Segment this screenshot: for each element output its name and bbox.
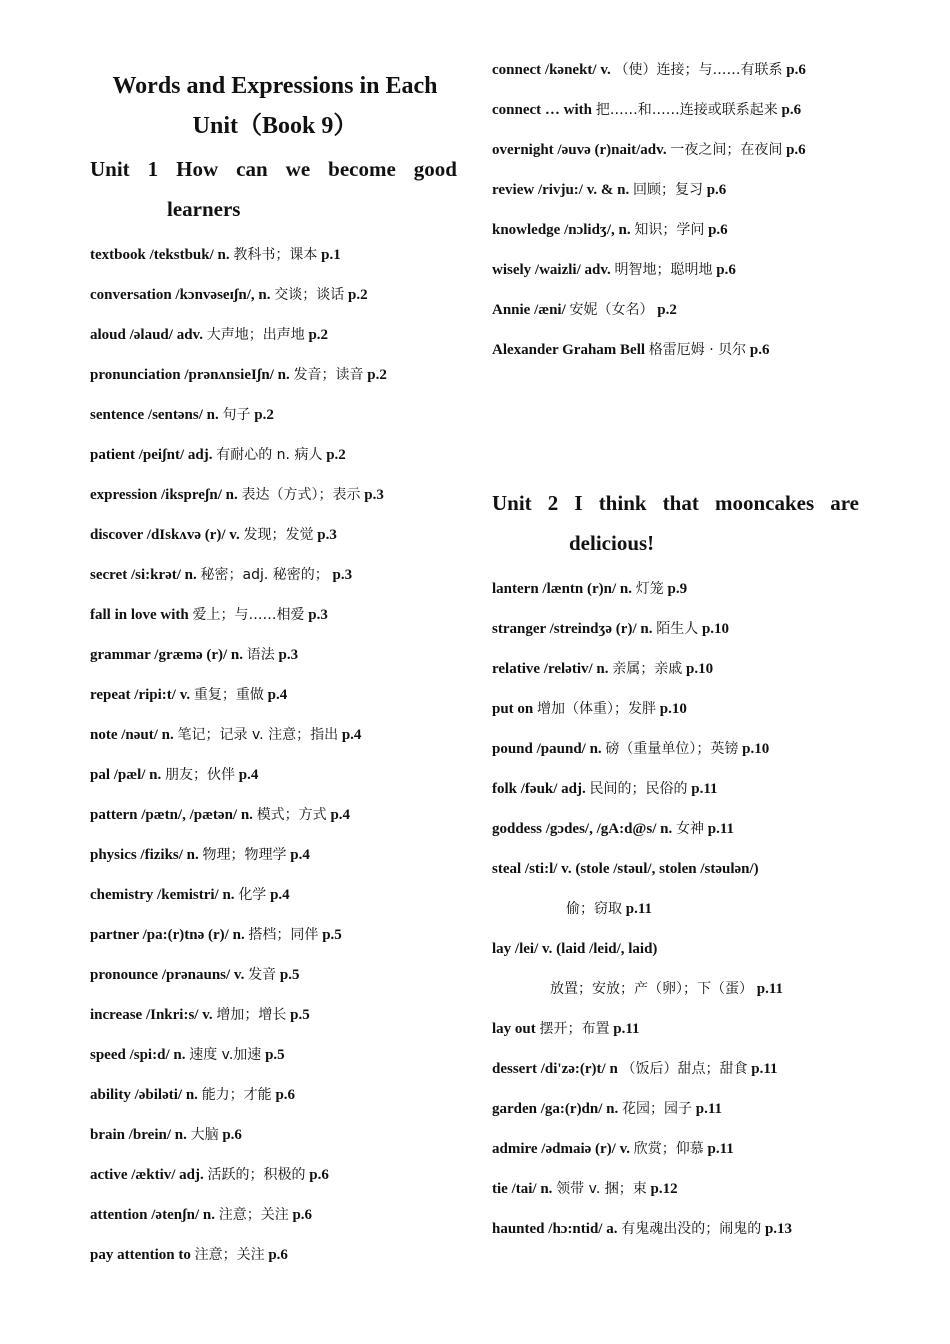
vocab-word: pattern /pætn/, /pætən/ n. xyxy=(90,807,253,823)
vocab-meaning: 模式；方式 xyxy=(256,807,327,823)
vocab-entry xyxy=(492,859,759,879)
vocab-entry xyxy=(90,1085,295,1105)
vocab-entry xyxy=(492,1019,640,1039)
vocab-entry xyxy=(90,965,299,985)
vocab-meaning: 速度 v.加速 xyxy=(189,1047,262,1063)
unit-2-heading-line-2: delicious! xyxy=(569,531,655,555)
vocab-page: p.4 xyxy=(270,887,290,903)
vocab-meaning: 爱上；与……相爱 xyxy=(192,607,305,623)
vocab-meaning: 表达（方式）；表示 xyxy=(241,487,361,503)
vocab-meaning: 句子 xyxy=(222,407,251,423)
vocab-page: p.2 xyxy=(657,302,677,318)
vocab-page: p.6 xyxy=(786,142,806,158)
vocab-meaning: 搭档；同伴 xyxy=(248,927,319,943)
vocab-word: lay out xyxy=(492,1021,536,1037)
vocab-word: textbook /tekstbuk/ n. xyxy=(90,247,230,263)
vocab-word: lantern /læntn (r)n/ n. xyxy=(492,581,633,597)
vocab-meaning: 增加（体重）；发胖 xyxy=(537,701,657,717)
vocab-meaning: 重复；重做 xyxy=(193,687,264,703)
vocab-entry xyxy=(90,1045,285,1065)
vocab-word: pronounce /prənauns/ v. xyxy=(90,967,245,983)
vocab-entry xyxy=(492,739,769,759)
vocab-word: garden /ga:(r)dn/ n. xyxy=(492,1101,619,1117)
vocab-meaning: 明智地；聪明地 xyxy=(614,262,713,278)
vocab-entry xyxy=(90,1165,329,1185)
vocab-meaning: 发音；读音 xyxy=(293,367,364,383)
vocab-page: p.11 xyxy=(691,781,718,797)
vocab-entry xyxy=(90,725,361,745)
vocab-meaning: 化学 xyxy=(238,887,267,903)
vocab-word: goddess /gɔdes/, /gA:d@s/ n. xyxy=(492,821,673,837)
vocab-entry xyxy=(90,565,352,585)
vocab-word: pay attention to xyxy=(90,1247,191,1263)
vocab-page: p.3 xyxy=(332,567,353,583)
vocab-word: discover /dIskʌvə (r)/ v. xyxy=(90,527,240,543)
vocab-word: ability /əbiləti/ n. xyxy=(90,1087,198,1103)
vocab-page: p.5 xyxy=(290,1007,310,1023)
vocab-page: p.10 xyxy=(742,741,770,757)
vocab-meaning: 民间的；民俗的 xyxy=(589,781,688,797)
vocab-entry xyxy=(566,899,652,919)
vocab-word: grammar /græmə (r)/ n. xyxy=(90,647,244,663)
vocab-page: p.5 xyxy=(322,927,342,943)
vocab-page: p.2 xyxy=(254,407,274,423)
vocab-entry xyxy=(90,645,298,665)
vocab-meaning: 把……和……连接或联系起来 xyxy=(595,102,778,118)
vocab-word: chemistry /kemistri/ n. xyxy=(90,887,235,903)
vocab-word: relative /relətiv/ n. xyxy=(492,661,609,677)
vocab-word: increase /Inkri:s/ v. xyxy=(90,1007,213,1023)
vocab-word: lay /lei/ v. (laid /leid/, laid) xyxy=(492,941,658,957)
vocab-entry xyxy=(492,180,726,200)
vocab-word: Alexander Graham Bell xyxy=(492,342,646,358)
vocab-word: pal /pæl/ n. xyxy=(90,767,162,783)
vocab-meaning: 发现；发觉 xyxy=(243,527,314,543)
vocab-entry xyxy=(492,340,770,360)
vocab-meaning: 安妮（女名） xyxy=(569,302,654,318)
vocab-word: repeat /ripi:t/ v. xyxy=(90,687,191,703)
vocab-entry xyxy=(492,579,687,599)
vocab-word: conversation /kɔnvəseɪʃn/, n. xyxy=(90,287,271,303)
vocab-word: speed /spi:d/ n. xyxy=(90,1047,186,1063)
vocab-meaning: 亲属；亲戚 xyxy=(612,661,683,677)
vocab-meaning: 偷；窃取 xyxy=(566,901,622,917)
vocab-entry xyxy=(90,525,337,545)
vocab-entry xyxy=(90,405,274,425)
vocab-entry xyxy=(492,260,736,280)
vocab-word: knowledge /nɔlidʒ/, n. xyxy=(492,222,631,238)
vocab-meaning: 秘密；adj. 秘密的； xyxy=(200,567,329,583)
vocab-word: pronunciation /prənʌnsieIʃn/ n. xyxy=(90,367,290,383)
vocab-word: wisely /waizli/ adv. xyxy=(492,262,611,278)
vocab-word: physics /fiziks/ n. xyxy=(90,847,199,863)
vocab-page: p.2 xyxy=(367,367,387,383)
vocab-page: p.3 xyxy=(317,527,337,543)
vocab-page: p.6 xyxy=(222,1127,242,1143)
vocab-word: review /rivju:/ v. & n. xyxy=(492,182,630,198)
vocab-entry xyxy=(492,699,687,719)
unit-2-heading-line-1: Unit 2 I think that mooncakes are xyxy=(492,491,859,515)
vocab-entry xyxy=(492,300,677,320)
vocab-meaning: 灯笼 xyxy=(635,581,664,597)
vocab-meaning: 放置；安放；产（卵）；下（蛋） xyxy=(550,981,753,997)
vocab-meaning: 发音 xyxy=(248,967,277,983)
vocab-meaning: 交谈；谈话 xyxy=(274,287,345,303)
vocab-word: patient /peiʃnt/ adj. xyxy=(90,447,213,463)
vocab-page: p.6 xyxy=(781,102,802,118)
vocab-word: folk /fəuk/ adj. xyxy=(492,781,586,797)
vocab-meaning: 摆开；布置 xyxy=(539,1021,610,1037)
vocab-meaning: 增加；增长 xyxy=(216,1007,287,1023)
vocab-page: p.3 xyxy=(278,647,299,663)
vocab-page: p.4 xyxy=(267,687,288,703)
vocab-page: p.5 xyxy=(279,967,300,983)
vocab-meaning: 花园；园子 xyxy=(622,1101,693,1117)
vocab-entry xyxy=(90,325,328,345)
vocab-meaning: 语法 xyxy=(246,647,275,663)
vocab-entry xyxy=(492,1139,734,1159)
vocab-page: p.11 xyxy=(756,981,784,997)
vocab-entry xyxy=(90,1125,242,1145)
vocab-entry xyxy=(492,819,734,839)
title-line-1: Words and Expressions in Each xyxy=(112,73,438,99)
vocab-word: Annie /æni/ xyxy=(492,302,566,318)
vocab-page: p.11 xyxy=(695,1101,723,1117)
vocab-meaning: 知识；学问 xyxy=(634,222,705,238)
document-title xyxy=(90,66,460,146)
vocab-page: p.6 xyxy=(708,222,728,238)
vocab-meaning: 领带 v. 捆；束 xyxy=(556,1181,647,1197)
vocab-meaning: 女神 xyxy=(675,821,704,837)
vocab-entry xyxy=(90,245,341,265)
vocab-page: p.1 xyxy=(321,247,341,263)
vocab-word: steal /sti:l/ v. (stole /stəul/, stolen /stəulən/) xyxy=(492,861,759,877)
vocab-word: note /nəut/ n. xyxy=(90,727,174,743)
vocab-entry xyxy=(90,805,350,825)
vocab-word: dessert /di'zə:(r)t/ n xyxy=(492,1061,618,1077)
vocab-entry xyxy=(492,220,728,240)
vocab-page: p.6 xyxy=(292,1207,313,1223)
vocab-entry xyxy=(90,485,384,505)
vocab-word: put on xyxy=(492,701,534,717)
vocab-meaning: 大声地；出声地 xyxy=(206,327,305,343)
vocab-page: p.6 xyxy=(706,182,727,198)
vocab-page: p.4 xyxy=(238,767,259,783)
vocab-word: fall in love with xyxy=(90,607,189,623)
vocab-meaning: 格雷厄姆 · 贝尔 xyxy=(648,342,747,358)
vocab-page: p.10 xyxy=(659,701,687,717)
vocab-page: p.10 xyxy=(686,661,714,677)
unit-1-heading xyxy=(90,149,457,229)
vocab-page: p.6 xyxy=(268,1247,288,1263)
vocab-word: connect … with xyxy=(492,102,592,118)
vocab-page: p.13 xyxy=(764,1221,793,1237)
vocab-meaning: 有鬼魂出没的；闹鬼的 xyxy=(621,1221,762,1237)
vocab-entry xyxy=(492,779,718,799)
vocab-page: p.9 xyxy=(667,581,688,597)
vocab-word: partner /pa:(r)tnə (r)/ n. xyxy=(90,927,245,943)
vocab-meaning: 活跃的；积极的 xyxy=(207,1167,306,1183)
vocab-page: p.6 xyxy=(749,342,770,358)
vocab-page: p.2 xyxy=(326,447,346,463)
vocab-page: p.11 xyxy=(751,1061,778,1077)
vocab-word: connect /kənekt/ v. xyxy=(492,62,611,78)
vocab-entry xyxy=(492,1179,678,1199)
unit-1-heading-line-2: learners xyxy=(167,197,241,221)
vocab-entry xyxy=(90,1205,312,1225)
vocab-page: p.2 xyxy=(308,327,329,343)
vocab-meaning: 有耐心的 n. 病人 xyxy=(216,447,323,463)
vocab-word: tie /tai/ n. xyxy=(492,1181,553,1197)
vocab-word: active /æktiv/ adj. xyxy=(90,1167,204,1183)
vocab-word: aloud /əlaud/ adv. xyxy=(90,327,203,343)
unit-1-heading-line-1: Unit 1 How can we become good xyxy=(90,157,457,181)
vocab-meaning: 教科书；课本 xyxy=(233,247,318,263)
vocab-entry xyxy=(492,60,806,80)
vocab-entry xyxy=(90,1005,310,1025)
vocab-meaning: 大脑 xyxy=(190,1127,219,1143)
vocab-entry xyxy=(90,765,258,785)
vocab-page: p.11 xyxy=(707,1141,734,1157)
vocab-word: attention /ətenʃn/ n. xyxy=(90,1207,215,1223)
vocab-meaning: 物理；物理学 xyxy=(202,847,287,863)
vocab-entry xyxy=(492,1099,722,1119)
vocab-word: haunted /hɔ:ntid/ a. xyxy=(492,1221,618,1237)
vocab-page: p.2 xyxy=(348,287,368,303)
vocab-page: p.6 xyxy=(275,1087,296,1103)
vocab-page: p.12 xyxy=(650,1181,678,1197)
vocab-page: p.10 xyxy=(701,621,730,637)
vocab-page: p.3 xyxy=(308,607,328,623)
vocab-entry xyxy=(90,685,287,705)
vocab-entry xyxy=(492,140,806,160)
vocab-entry xyxy=(492,619,729,639)
vocab-entry xyxy=(492,1059,778,1079)
vocab-entry xyxy=(90,285,368,305)
vocab-meaning: 能力；才能 xyxy=(201,1087,272,1103)
vocab-meaning: 注意；关注 xyxy=(194,1247,265,1263)
vocab-entry xyxy=(90,445,346,465)
vocab-page: p.11 xyxy=(707,821,734,837)
vocab-page: p.6 xyxy=(716,262,736,278)
title-line-2: Unit（Book 9） xyxy=(192,113,358,139)
vocab-meaning: 一夜之间；在夜间 xyxy=(670,142,783,158)
vocab-meaning: 欣赏；仰慕 xyxy=(633,1141,704,1157)
vocab-meaning: （使）连接；与……有联系 xyxy=(614,62,783,78)
vocab-word: pound /paund/ n. xyxy=(492,741,602,757)
vocab-entry xyxy=(90,925,342,945)
unit-2-heading xyxy=(492,483,859,563)
vocab-meaning: 磅（重量单位）；英镑 xyxy=(605,741,739,757)
vocab-meaning: （饭后）甜点；甜食 xyxy=(621,1061,748,1077)
vocab-page: p.3 xyxy=(364,487,384,503)
vocab-meaning: 回顾；复习 xyxy=(632,182,703,198)
vocab-page: p.5 xyxy=(265,1047,285,1063)
vocab-entry xyxy=(90,1245,288,1265)
vocab-word: brain /brein/ n. xyxy=(90,1127,187,1143)
vocab-page: p.6 xyxy=(786,62,806,78)
vocab-page: p.11 xyxy=(613,1021,640,1037)
vocab-entry xyxy=(90,885,290,905)
vocab-entry xyxy=(492,939,657,959)
vocab-entry xyxy=(492,1219,792,1239)
vocab-page: p.4 xyxy=(341,727,362,743)
vocab-word: sentence /sentəns/ n. xyxy=(90,407,219,423)
vocab-word: overnight /əuvə (r)nait/adv. xyxy=(492,142,667,158)
vocab-word: expression /ikspreʃn/ n. xyxy=(90,487,238,503)
vocab-meaning: 注意；关注 xyxy=(218,1207,289,1223)
vocab-entry xyxy=(492,659,713,679)
vocab-entry xyxy=(90,845,310,865)
vocab-entry xyxy=(492,100,801,120)
vocab-word: stranger /streindʒə (r)/ n. xyxy=(492,621,653,637)
vocab-entry xyxy=(90,365,387,385)
vocab-meaning: 笔记；记录 v. 注意；指出 xyxy=(177,727,339,743)
vocab-word: secret /si:krət/ n. xyxy=(90,567,197,583)
vocab-page: p.11 xyxy=(625,901,653,917)
vocab-page: p.4 xyxy=(290,847,310,863)
vocab-word: admire /ədmaiə (r)/ v. xyxy=(492,1141,631,1157)
vocab-entry xyxy=(550,979,783,999)
vocab-meaning: 朋友；伙伴 xyxy=(165,767,236,783)
vocab-entry xyxy=(90,605,328,625)
vocab-meaning: 陌生人 xyxy=(656,621,699,637)
vocab-page: p.4 xyxy=(330,807,351,823)
vocab-page: p.6 xyxy=(309,1167,329,1183)
